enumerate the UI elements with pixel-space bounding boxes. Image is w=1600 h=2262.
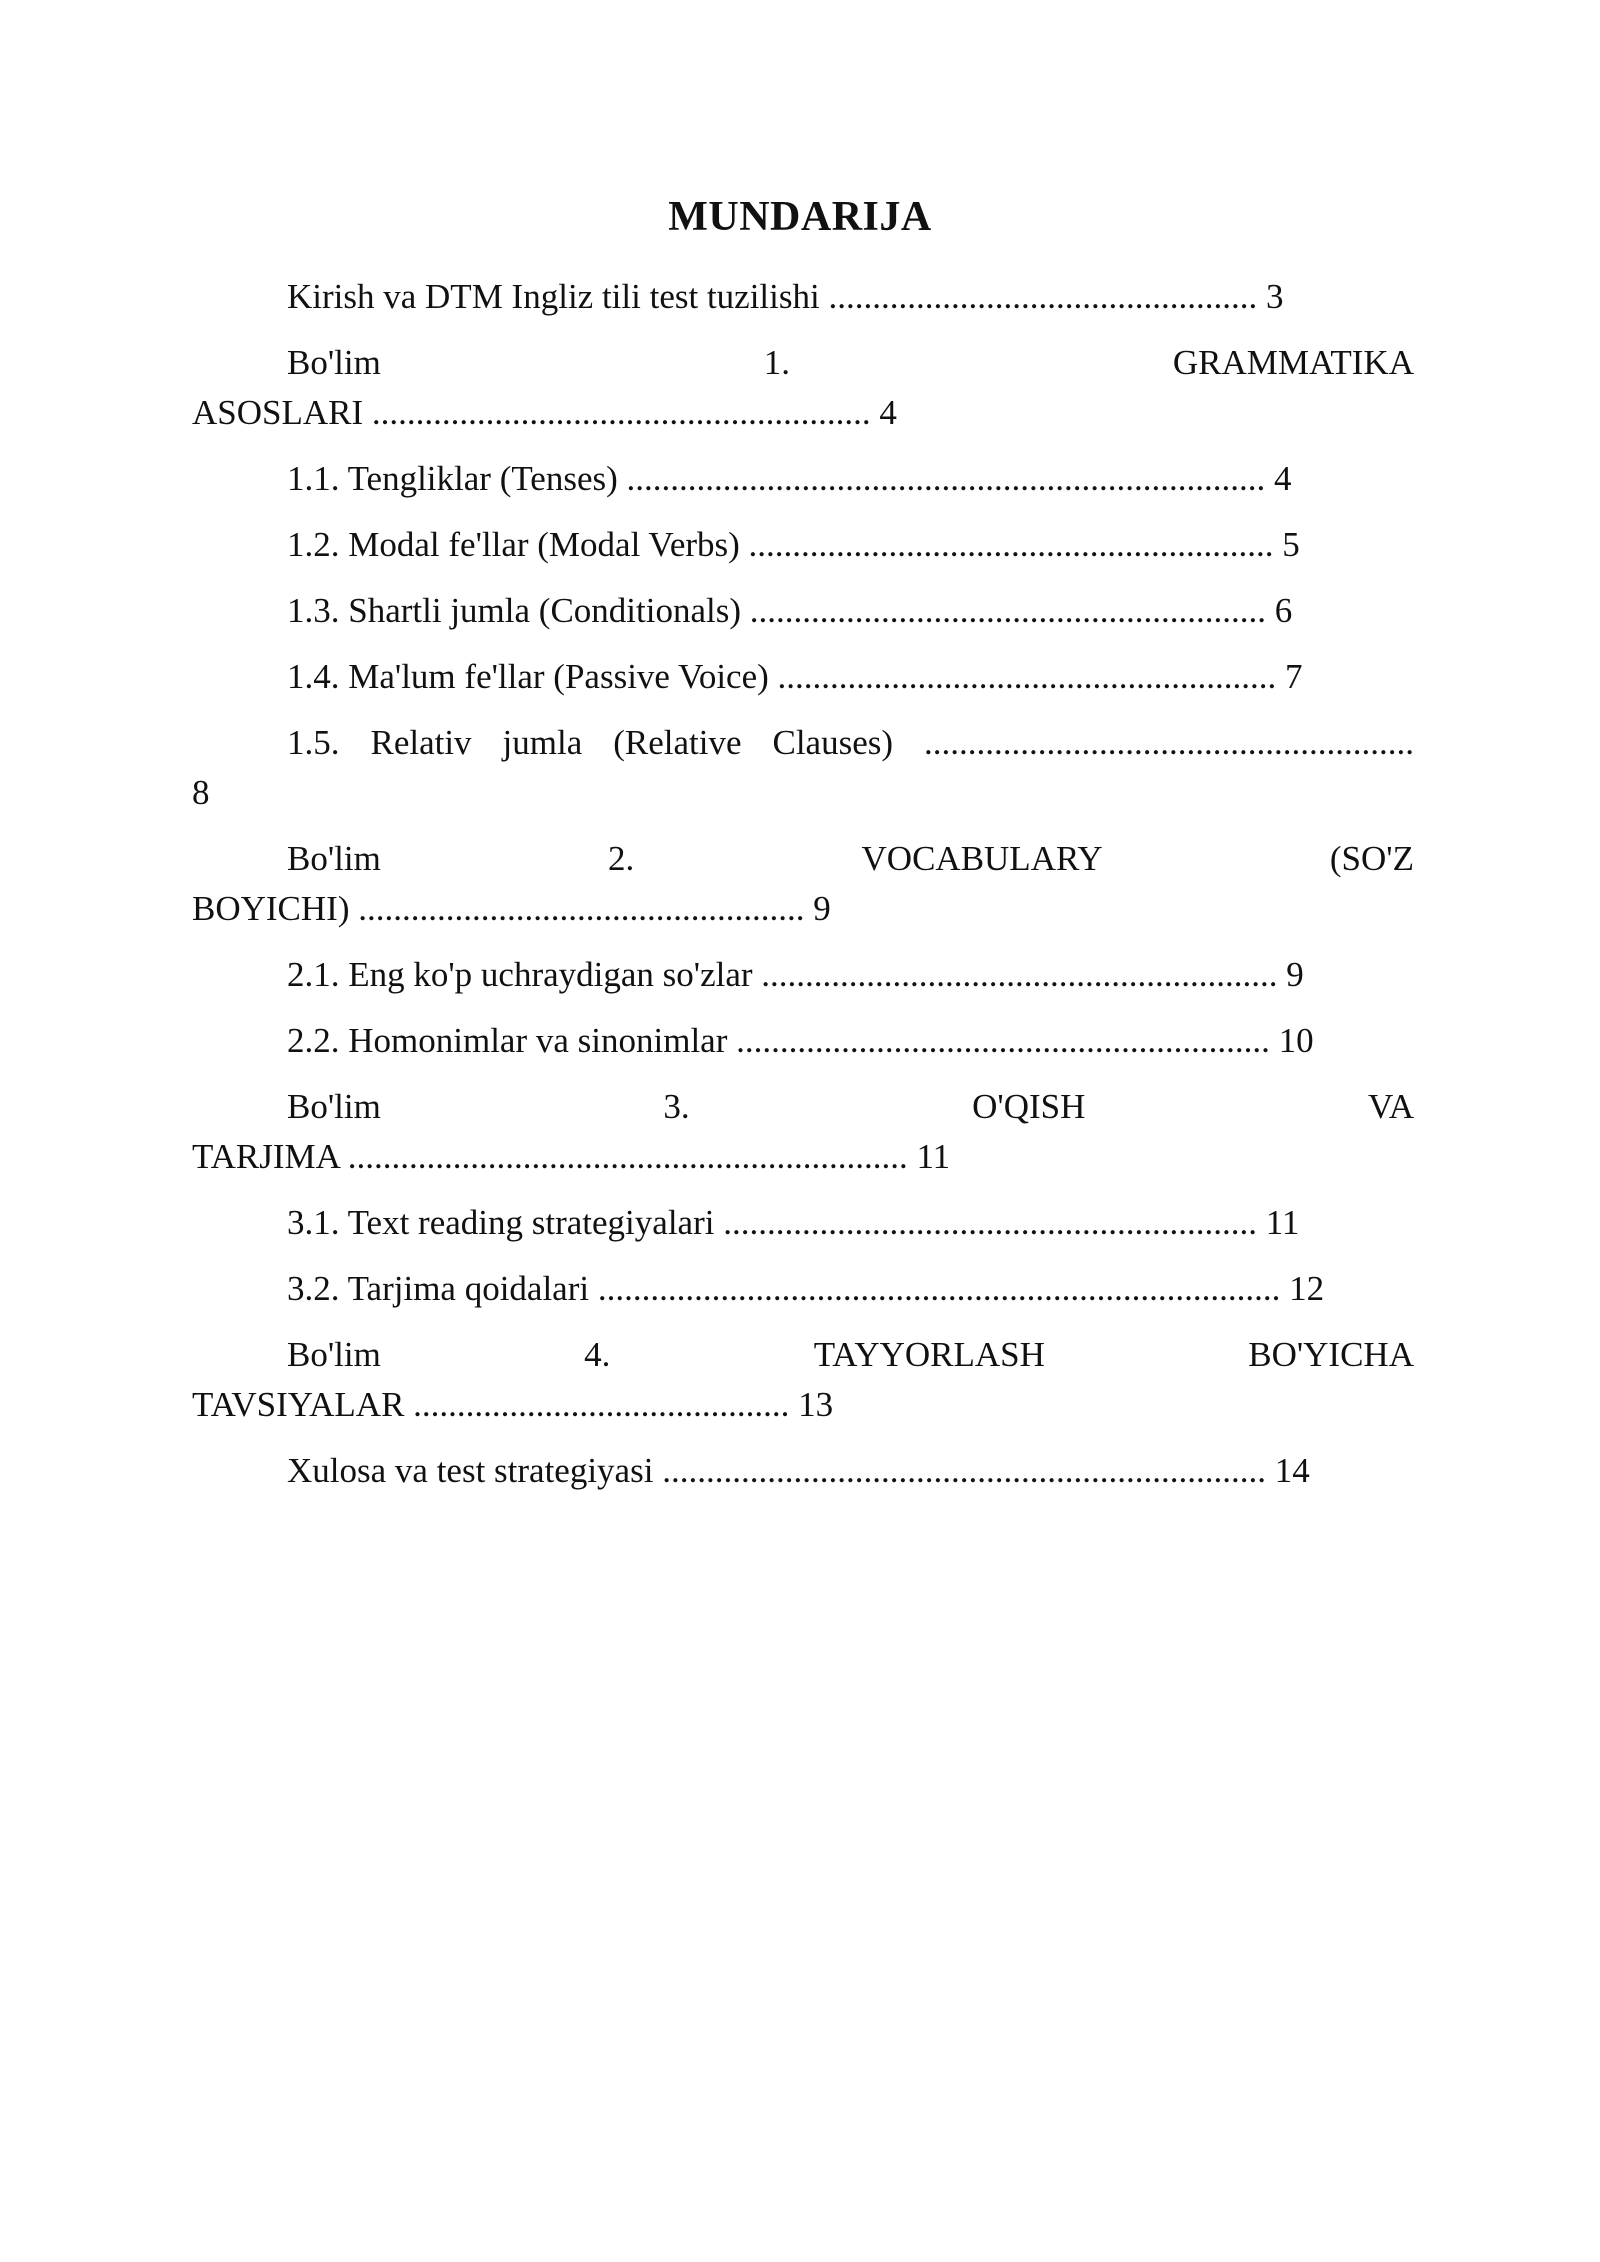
toc-word: Clauses) (772, 723, 894, 762)
toc-word: Bo'lim (287, 343, 381, 382)
toc-word: 1. (763, 343, 790, 382)
toc-entry-1-1[interactable] (192, 454, 1414, 504)
toc-entry-2-2[interactable] (192, 1016, 1414, 1066)
toc-word: VA (1367, 1087, 1414, 1126)
toc-entry-continuation: TAVSIYALAR ........................................... 13 (192, 1385, 834, 1424)
toc-word: Relativ (370, 723, 472, 762)
toc-word: (SO'Z (1329, 839, 1414, 878)
toc-entry-continuation: TARJIMA ................................................................ 11 (192, 1137, 951, 1176)
toc-entry-text: 1.3. Shartli jumla (Conditionals) ........................................................... 6 (287, 591, 1293, 630)
toc-word: O'QISH (972, 1087, 1086, 1126)
toc-entry-conclusion[interactable] (192, 1446, 1414, 1496)
toc-entry-1-3[interactable] (192, 586, 1414, 636)
toc-entry-section-1[interactable] (192, 338, 1414, 438)
toc-entry-3-1[interactable] (192, 1198, 1414, 1248)
toc-entry-introduction[interactable] (192, 272, 1414, 322)
toc-word: 4. (584, 1335, 611, 1374)
toc-entry-3-2[interactable] (192, 1264, 1414, 1314)
toc-entry-continuation: BOYICHI) ................................................... 9 (192, 889, 831, 928)
toc-word: 3. (663, 1087, 690, 1126)
toc-word: TAYYORLASH (813, 1335, 1045, 1374)
page-title: MUNDARIJA (668, 194, 932, 240)
toc-entry-continuation: ASOSLARI ......................................................... 4 (192, 393, 897, 432)
toc-entry-text: 1.4. Ma'lum fe'llar (Passive Voice) ......................................................... 7 (287, 657, 1303, 696)
toc-entry-1-5[interactable] (192, 718, 1414, 818)
toc-entry-text: 1.1. Tengliklar (Tenses) ......................................................................... 4 (287, 459, 1292, 498)
toc-entry-text: 3.1. Text reading strategiyalari ............................................................. 11 (287, 1203, 1300, 1242)
toc-word: Bo'lim (287, 1087, 381, 1126)
toc-entry-text: Xulosa va test strategiyasi ..................................................................... 14 (287, 1451, 1310, 1490)
toc-entry-section-4[interactable] (192, 1330, 1414, 1430)
toc-word: Bo'lim (287, 839, 381, 878)
toc-entry-text: 2.2. Homonimlar va sinonimlar ............................................................. 10 (287, 1021, 1314, 1060)
toc-entry-1-2[interactable] (192, 520, 1414, 570)
toc-word: 1.5. (287, 723, 340, 762)
toc-word: BO'YICHA (1248, 1335, 1414, 1374)
toc-entry-text: Kirish va DTM Ingliz tili test tuzilishi ................................................. 3 (287, 277, 1284, 316)
toc-entry-section-2[interactable] (192, 834, 1414, 934)
toc-word: Bo'lim (287, 1335, 381, 1374)
toc-entry-text: 1.2. Modal fe'llar (Modal Verbs) ............................................................ 5 (287, 525, 1300, 564)
toc-leader-dots: ........................................................ (923, 723, 1414, 762)
toc-entry-page-number: 8 (192, 773, 210, 812)
toc-entry-section-3[interactable] (192, 1082, 1414, 1182)
toc-entry-1-4[interactable] (192, 652, 1414, 702)
toc-word: 2. (608, 839, 635, 878)
toc-word: GRAMMATIKA (1172, 343, 1414, 382)
toc-word: jumla (502, 723, 583, 762)
toc-entry-text: 3.2. Tarjima qoidalari .............................................................................. 12 (287, 1269, 1325, 1308)
toc-entry-2-1[interactable] (192, 950, 1414, 1000)
toc-word: (Relative (613, 723, 742, 762)
toc-entry-text: 2.1. Eng ko'p uchraydigan so'zlar ........................................................... 9 (287, 955, 1304, 994)
toc-word: VOCABULARY (861, 839, 1103, 878)
